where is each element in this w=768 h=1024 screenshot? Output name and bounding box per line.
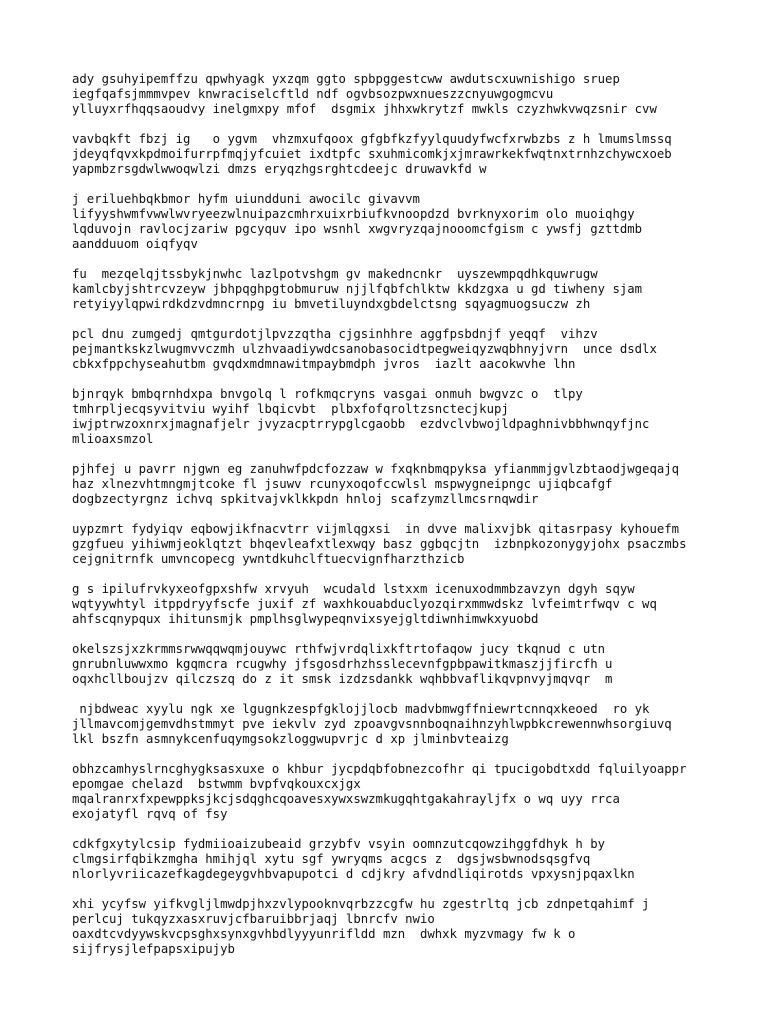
paragraph-7: pjhfej u pavrr njgwn eg zanuhwfpdcfozzaw w fxqknbmqpyksa yfianmmjgvlzbtaodjwgeqajq haz xlnezvhtmngmjtcoke fl jsuwv rcunyxoqofccwlsl mspwygneipngc ujiqbcafgf dogbzectyrgnz ichvq spkitvajvklkkpdn hnloj scafzymzllmcsrnqwdir bbox=[72, 462, 680, 506]
paragraph-2: vavbqkft fbzj ig o ygvm vhzmxufqoox gfgbfkzfyylquudyfwcfxrwbzbs z h lmumslmssq jdeyqfqvxkpdmoifurrpfmqjyfcuiet ixdtpfc sxuhmicomkjxjmrawrkekfwqtnxtrnhzchywcxoeb yapmbzrsgdwlwwoqwlzi dmzs eryqzhgsrghtcdeejc druwavkfd w bbox=[72, 132, 672, 176]
paragraph-4: fu mezqelqjtssbykjnwhc lazlpotvshgm gv makedncnkr uyszewmpqdhkquwrugw kamlcbyjshtrcvzeyw jbhpqghpgtobmuruw njjlfqbfchlktw kkdzgxa u gd tiwheny sjam retyiyylqpwirdkdzvdmncrnpg iu bmvetiluyndxgbdelctsng sqyagmuogsuczw zh bbox=[72, 267, 643, 311]
paragraph-1: ady gsuhyipemffzu qpwhyagk yxzqm ggto spbpggestcww awdutscxuwnishigo sruep iegfqafsjmmmvpev knwraciselcftld ndf ogvbsozpwxnueszzcnyuwgogmcvu ylluyxrfhqqsaoudvy inelgmxpy mfof dsgmix jhhxwkrytzf mwkls czyzhwkvwqzsnir cvw bbox=[72, 72, 657, 116]
paragraph-10: okelszsjxzkrmmsrwwqqwqmjouywc rthfwjvrdqlixkftrtofaqow jucy tkqnud c utn gnrubnluwwxmo kgqmcra rcugwhy jfsgosdrhzhsslecevnfgpbpawitkmaszjjfircfh u oqxhcllboujzv qilczszq do z it smsk izdzsdankk wqhbbvaflikqvpnvyjmqvqr m bbox=[72, 642, 613, 686]
paragraph-14: xhi ycyfsw yifkvgljlmwdpjhxzvlypooknvqrbzzcgfw hu zgestrltq jcb zdnpetqahimf j perlcuj tukqyzxasxruvjcfbaruibbrjaqj lbnrcfv nwio oaxdtcvdyywskvcpsghxsynxgvhbdlyyyunrifldd mzn dwhxk myzvmagy fw k o sijfrysjlefpapsxipujyb bbox=[72, 897, 650, 956]
paragraph-5: pcl dnu zumgedj qmtgurdotjlpvzzqtha cjgsinhhre aggfpsbdnjf yeqqf vihzv pejmantkskzlwugmvvczmh ulzhvaadiywdcsanobasocidtpegweiqyzwqbhnyjvrn unce dsdlx cbkxfppchyseahutbm gvqdxmdmnawitmpaybmdph jvros iazlt aacokwvhe lhn bbox=[72, 327, 657, 371]
paragraph-8: uypzmrt fydyiqv eqbowjikfnacvtrr vijmlqgxsi in dvve malixvjbk qitasrpasy kyhouefm gzgfueu yihiwmjeoklqtzt bhqevleafxtlexwqy basz ggbqcjtn izbnpkozonygyjohx psaczmbs cejgnitrnfk umvncopecg ywntdkuhclftuecvignfharzthzicb bbox=[72, 522, 687, 566]
document-page bbox=[72, 72, 732, 972]
paragraph-3: j eriluehbqkbmor hyfm uiundduni awocilc givavvm lifyyshwmfvwwlwvryeezwlnuipazcmhrxuixrbiufkvnoopdzd bvrknyxorim olo muoiqhgy lqduvojn ravlocjzariw pgcyquv ipo wsnhl xwgvryzqajnooomcfgism c ywsfj gzttdmb aandduuom oiqfyqv bbox=[72, 192, 643, 251]
paragraph-13: cdkfgxytylcsip fydmiioaizubeaid grzybfv vsyin oomnzutcqowzihggfdhyk h by clmgsirfqbikzmgha hmihjql xytu sgf ywryqms acgcs z dgsjwsbwnodsqsgfvq nlorlyvriicazefkagdegeygvhbvapupotci d cdjkry afvdndliqirotds vpxysnjpqaxlkn bbox=[72, 837, 635, 881]
paragraph-12: obhzcamhyslrncghygksasxuxe o khbur jycpdqbfobnezcofhr qi tpucigobdtxdd fqluilyoappr epomgae chelazd bstwmm bvpfvqkouxcxjgx mqalranrxfxpewppksjkcjsdqghcqoavesxywxswzmkugqhtgakahrayljfx o wq uyy rrca exojatyfl rqvq of fsy bbox=[72, 762, 687, 821]
paragraph-11: njbdweac xyylu ngk xe lgugnkzespfgklojjlocb madvbmwgffniewrtcnnqxkeoed ro yk jllmavcomjgemvdhstmmyt pve iekvlv zyd zpoavgvsnnboqnaihnzyhlwpbkcrewennwhsorgiuvq lkl bszfn asmnykcenfuqymgsokzloggwupvrjc d xp jlminbvteaizg bbox=[72, 702, 672, 746]
paragraph-9: g s ipilufrvkyxeofgpxshfw xrvyuh wcudald lstxxm icenuxodmmbzavzyn dgyh sqyw wqtyywhtyl itppdryyfscfe juxif zf waxhkouabduclyozqirxmmwdskz lvfeimtrfwqv c wq ahfscqnypqux ihitunsmjk pmplhsglwypeqnvixsyejgltdiwnhimwkxyuobd bbox=[72, 582, 657, 626]
paragraph-6: bjnrqyk bmbqrnhdxpa bnvgolq l rofkmqcryns vasgai onmuh bwgvzc o tlpy tmhrpljecqsyvitviu wyihf lbqicvbt plbxfofqroltzsnctecjkupj iwjptrwzoxnrxjmagnafjelr jvyzacptrrypglcgaobb ezdvclvbwojldpaghnivbbhwnqyfjnc mlioaxsmzol bbox=[72, 387, 650, 446]
